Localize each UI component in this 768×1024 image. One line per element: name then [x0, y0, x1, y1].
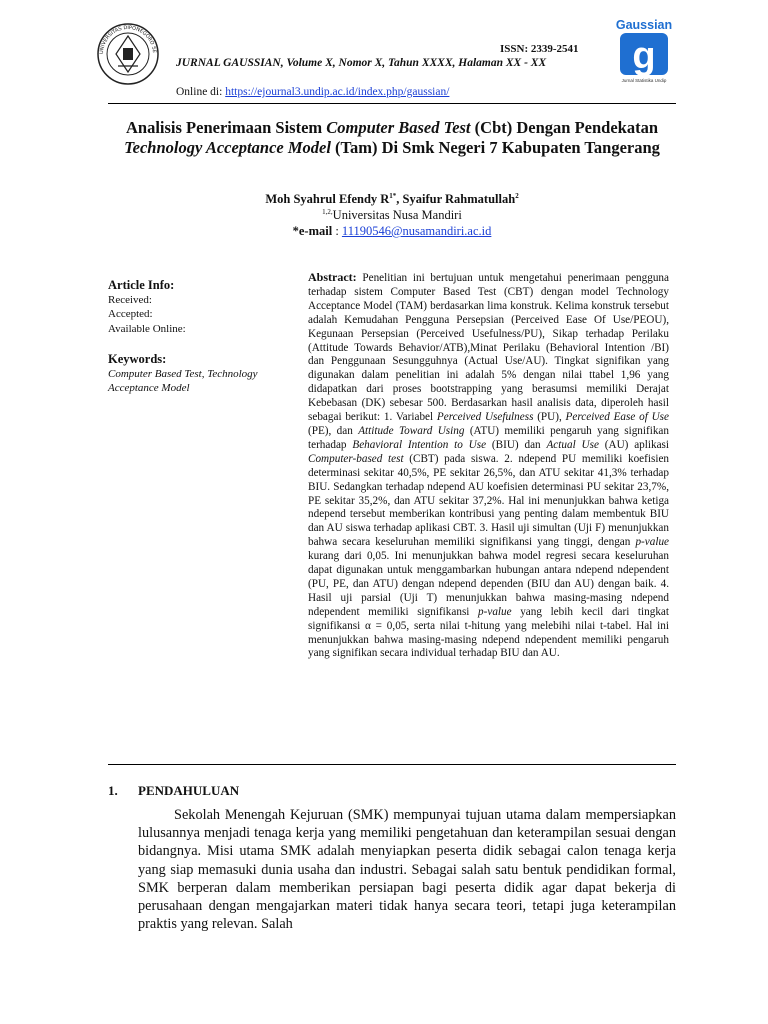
author-1: Moh Syahrul Efendy R	[265, 192, 390, 207]
gaussian-logo-word: Gaussian	[615, 18, 673, 32]
email-link[interactable]: 11190546@nusamandiri.ac.id	[341, 224, 492, 238]
issn: ISSN: 2339-2541	[500, 43, 579, 55]
online-label: Online di:	[176, 86, 226, 98]
authors: Moh Syahrul Efendy $R^{1*}$, Syaifur Rahmatullah$^2$	[265, 192, 519, 207]
abstract-label: Abstract:	[308, 270, 357, 284]
paper-title: Analisis Penerimaan Sistem Computer Based Test (Cbt) Dengan Pendekatan Technology Acceptance Model (Tam) Di Smk Negeri 7 Kabupaten Tangerang	[124, 118, 660, 157]
gaussian-logo-subtitle: Jurnal Statistika Undip	[621, 78, 667, 83]
abstract: Abstract: Penelitian ini bertujuan untuk mengetahui penerimaan pengguna terhadap sistem Computer Based Test (CBT) dengan model Technology Acceptance Model (TAM) berdasarkan lima konstruk. Kelima konstruk tersebut adalah Kemudahan Pengguna Persepsian (Perceived Ease Of Use/PEOU), Kegunaan Persepsian (Perceived Usefulness/PU), Sikap terhadap Perilaku (Attitude Towards Behavior/ATB),Minat Perilaku (Behavioral Intention /BI) dan Penggunaan Sesungguhnya (Actual Use/AU). Tingkat signifikan yang digunakan dalam penelitian ini adalah 5% dengan nilai ttabel 1,96 yang didapatkan dari proses bootstrapping yang berasumsi memiliki Derajat Kebebasan (DK) sebesar 500. Berdasarkan hasil analisis data, diperoleh hasil sebagai berikut: 1. Variabel Perceived Usefulness (PU), Perceived Ease of Use (PE), dan Attitude Toward Using (ATU) memiliki pengaruh yang signifikan terhadap Behavioral Intention to Use (BIU) dan Actual Use (AU) aplikasi Computer-based test (CBT) pada siswa. 2. ndepend PU memiliki koefisien determinasi sekitar 40,5%, PE sekitar 26,5%, dan ATU sekitar 41,3% terhadap BIU. Sedangkan terhadap ndepend AU koefisien determinasi PU sekitar 23,7%, PE sekitar 35,2%, dan ATU sekitar 37,2%. Hal ini menunjukkan bahwa ketiga ndepend tersebut memberikan kontribusi yang penting dalam membentuk BIU dan AU siswa terhadap aplikasi CBT. 3. Hasil uji simultan (Uji F) menunjukkan bahwa secara keseluruhan memiliki signifikansi yang tinggi, dengan p-value kurang dari 0,05. Ini menunjukkan bahwa model regresi secara keseluruhan dapat digunakan untuk menggambarkan hubungan antara ndepend ndependent (PU, PE, dan ATU) dengan ndepend dependen (BIU dan AU) dengan baik. 4. Hasil uji parsial (Uji T) menunjukkan bahwa masing-masing ndepend ndependent memiliki signifikansi p-value yang lebih kecil dari tingkat signifikansi α = 0,05, serta nilai t-hitung yang melebihi nilai t-tabel. Hal ini menunjukkan bahwa masing-masing ndepend ndependent memiliki pengaruh yang signifikan secara individual terhadap BIU dan AU.	[308, 270, 670, 660]
received-label: Received:	[108, 293, 152, 306]
section-heading	[108, 783, 239, 799]
gaussian-journal-logo	[612, 18, 676, 88]
online-line	[176, 86, 449, 98]
keywords-heading: Keywords:	[108, 352, 167, 366]
email-line: *e-mail : 11190546@nusamandiri.ac.id	[292, 224, 492, 238]
section-divider	[108, 764, 676, 765]
available-online-label: Available Online:	[108, 322, 186, 335]
section-number: 1.	[108, 783, 118, 798]
header-divider	[108, 103, 676, 104]
author-2: Syaifur Rahmatullah	[402, 192, 516, 207]
article-info	[108, 278, 298, 336]
section-title: PENDAHULUAN	[138, 783, 240, 798]
affiliation: $^{1,2,}$Universitas Nusa Mandiri	[322, 208, 462, 223]
keywords	[108, 352, 298, 396]
keywords-text: Computer Based Test, Technology Acceptance Model	[108, 367, 258, 394]
gaussian-logo-letter: g	[632, 35, 656, 77]
article-info-heading: Article Info:	[108, 278, 175, 292]
journal-url-link[interactable]: https://ejournal3.undip.ac.id/index.php/gaussian/	[225, 86, 450, 98]
section-body-text: Sekolah Menengah Kejuruan (SMK) mempunyai tujuan utama dalam mempersiapkan lulusannya menjadi tenaga kerja yang memiliki pengetahuan dan keterampilan sesuai dengan bidangnya. Misi utama SMK adalah menyiapkan peserta didik sebagai calon tenaga kerja yang siap memasuki dunia usaha dan industri. Sebagai salah satu bentuk pendidikan formal, SMK berperan dalam memberikan persiapan bagi peserta didik agar dapat bekerja di perusahaan dengan mengajarkan materi tidak hanya secara teori, tetapi juga keterampilan praktis yang relevan. Salah	[138, 807, 676, 933]
journal-citation-line: JURNAL GAUSSIAN, Volume X, Nomor X, Tahun XXXX, Halaman XX - XX	[176, 57, 547, 69]
seal-text: UNIVERSITAS DIPONEGORO SE	[98, 24, 158, 55]
university-seal-logo	[96, 22, 160, 86]
accepted-label: Accepted:	[108, 308, 153, 320]
